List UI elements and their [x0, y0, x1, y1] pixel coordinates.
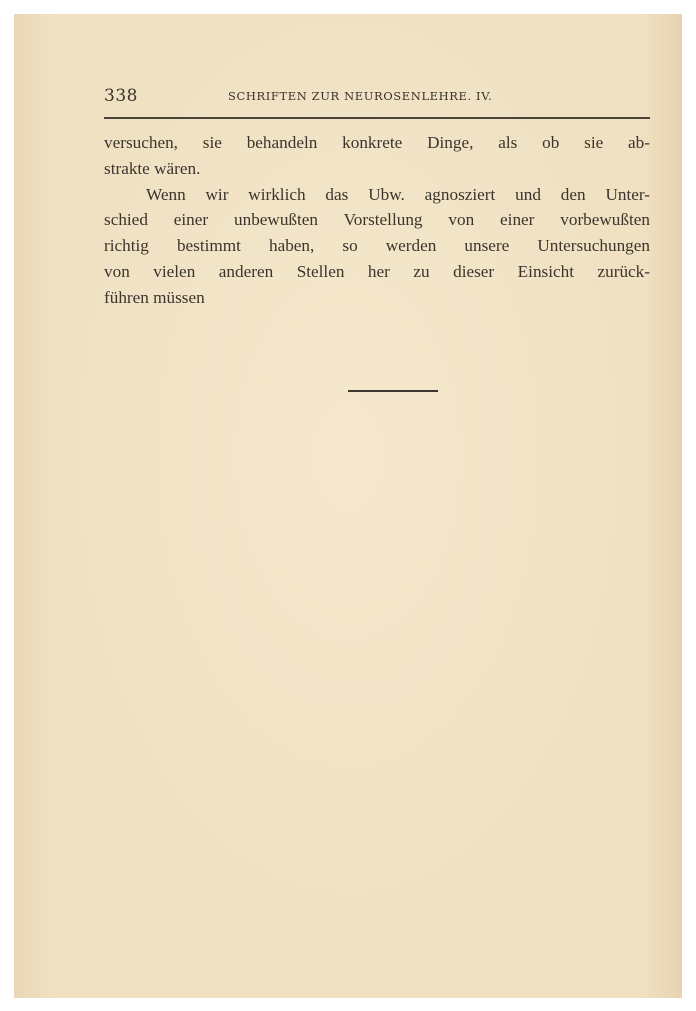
text-line: von vielen anderen Stellen her zu dieser Einsicht zurück- — [104, 261, 650, 281]
text-line: führen müssen — [104, 287, 205, 307]
running-head: SCHRIFTEN ZUR NEUROSENLEHRE. IV. — [228, 89, 493, 103]
text-line: richtig bestimmt haben, so werden unsere Untersuchungen — [104, 236, 650, 256]
header-rule — [104, 117, 650, 119]
text-line: versuchen, sie behandeln konkrete Dinge, als ob sie ab- — [104, 133, 650, 152]
text-line: schied einer unbewußten Vorstellung von einer vorbewußten — [104, 210, 650, 230]
page-number: 338 — [104, 86, 138, 106]
page-header — [104, 86, 650, 108]
text-line: strakte wären. — [104, 158, 201, 178]
paragraph-first-line: Wenn wir wirklich das Ubw. agnosziert und den Unter- — [146, 184, 650, 204]
book-page — [14, 14, 682, 998]
body-text — [104, 130, 650, 311]
section-end-rule — [348, 390, 438, 392]
